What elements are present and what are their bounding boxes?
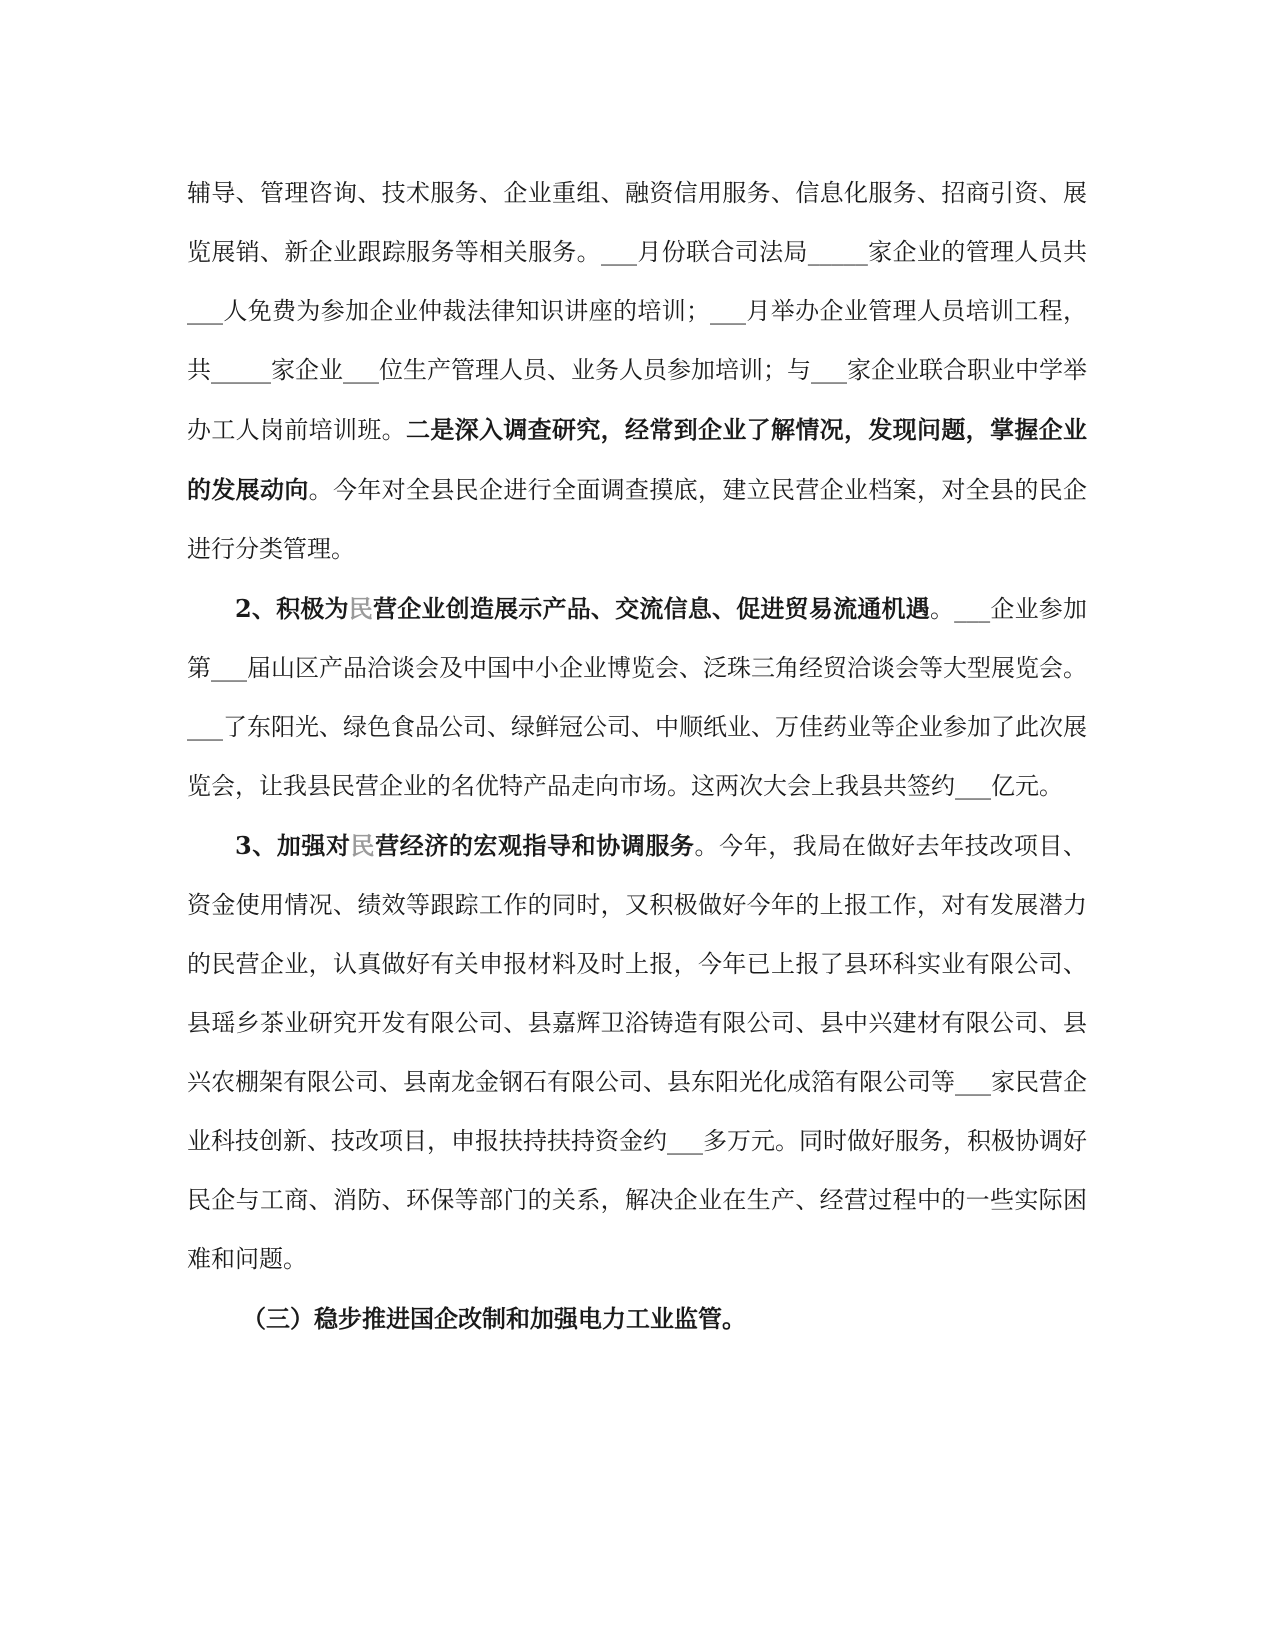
paragraph-guidance xyxy=(187,816,1087,1289)
paragraph-services-tail: 。今年对全县民企进行全面调查摸底，建立民营企业档案，对全县的民企进行分类管理。 xyxy=(187,476,1088,563)
section-heading: （三）稳步推进国企改制和加强电力工业监管。 xyxy=(242,1304,746,1333)
paragraph-exhibitions-heading-faded: 民 xyxy=(348,594,373,623)
paragraph-exhibitions-heading-b: 营企业创造展示产品、交流信息、促进贸易流通机遇 xyxy=(373,594,930,623)
document-page xyxy=(187,164,1087,1348)
paragraph-guidance-heading-faded: 民 xyxy=(350,831,376,860)
paragraph-guidance-heading xyxy=(235,831,695,860)
paragraph-exhibitions-heading xyxy=(235,594,930,623)
paragraph-services-text: 辅导、管理咨询、技术服务、企业重组、融资信用服务、信息化服务、招商引资、展览展销、新企业跟踪服务等相关服务。___月份联合司法局_____家企业的管理人员共___人免费为参加企业仲裁法律知识讲座的培训；___月举办企业管理人员培训工程，共_____家企业___位生产管理人员、业务人员参加培训；与___家企业联合职业中学举办工人岗前培训班。 xyxy=(187,179,1087,444)
paragraph-guidance-heading-b: 营经济的宏观指导和协调服务 xyxy=(375,831,695,860)
paragraph-exhibitions-text: 。___企业参加第___届山区产品洽谈会及中国中小企业博览会、泛珠三角经贸洽谈会等大型展览会。___了东阳光、绿色食品公司、绿鲜冠公司、中顺纸业、万佳药业等企业参加了此次展览会，让我县民营企业的名优特产品走向市场。这两次大会上我县共签约___亿元。 xyxy=(187,595,1088,800)
paragraph-guidance-text: 。今年，我局在做好去年技改项目、资金使用情况、绩效等跟踪工作的同时，又积极做好今年的上报工作，对有发展潜力的民营企业，认真做好有关申报材料及时上报，今年已上报了县环科实业有限公司、县瑶乡茶业研究开发有限公司、县嘉辉卫浴铸造有限公司、县中兴建材有限公司、县兴农棚架有限公司、县南龙金钢石有限公司、县东阳光化成箔有限公司等___家民营企业科技创新、技改项目，申报扶持扶持资金约___多万元。同时做好服务，积极协调好民企与工商、消防、环保等部门的关系，解决企业在生产、经营过程中的一些实际困难和问题。 xyxy=(187,832,1088,1273)
paragraph-exhibitions xyxy=(187,579,1087,816)
paragraph-services xyxy=(187,164,1087,579)
paragraph-services-emphasis: 二是深入调查研究，经常到企业了解情况，发现问题，掌握企业的发展动向 xyxy=(187,415,1087,504)
paragraph-exhibitions-heading-a: 2、积极为 xyxy=(235,594,349,623)
paragraph-guidance-heading-a: 3、加强对 xyxy=(235,831,351,860)
